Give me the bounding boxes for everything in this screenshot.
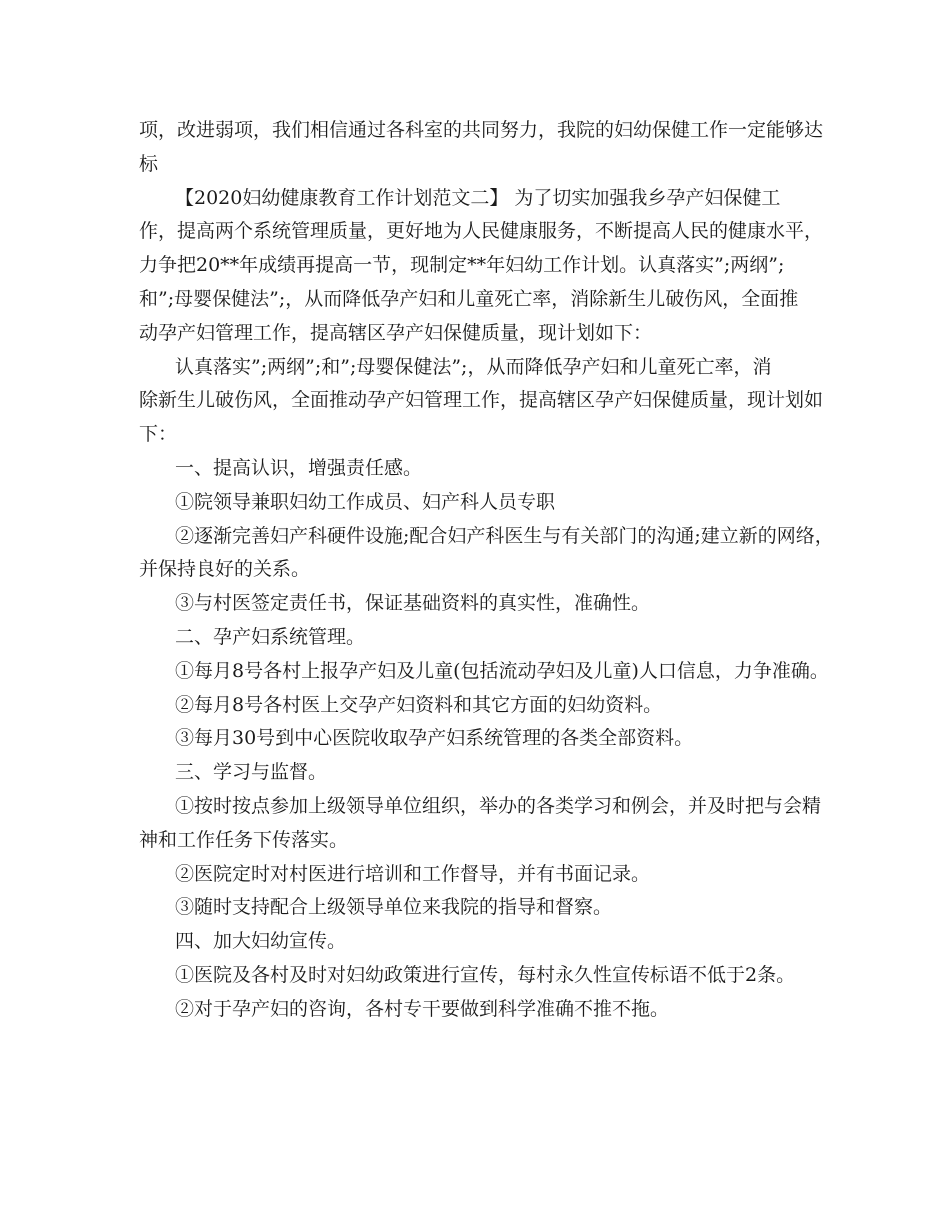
- text-line: 三、学习与监督。: [175, 761, 328, 784]
- text-line: ①医院及各村及时对妇幼政策进行宣传，每村永久性宣传标语不低于2条。: [175, 963, 796, 986]
- text-line: ③与村医签定责任书，保证基础资料的真实性，准确性。: [175, 592, 651, 615]
- text-line: 下：: [139, 423, 178, 446]
- text-line: ①每月8号各村上报孕产妇及儿童(包括流动孕妇及儿童)人口信息，力争准确。: [175, 659, 829, 682]
- text-line: ②医院定时对村医进行培训和工作督导，并有书面记录。: [175, 862, 651, 885]
- text-line: 标: [139, 152, 159, 175]
- text-line: 神和工作任务下传落实。: [139, 828, 349, 851]
- text-line: 和”;母婴保健法”;，从而降低孕产妇和儿童死亡率，消除新生儿破伤风，全面推: [139, 287, 799, 310]
- text-line: 【2020妇幼健康教育工作计划范文二】 为了切实加强我乡孕产妇保健工: [175, 186, 781, 209]
- text-line: 力争把20**年成绩再提高一节，现制定**年妇幼工作计划。认真落实”;两纲”;: [139, 254, 785, 277]
- text-line: 作，提高两个系统管理质量，更好地为人民健康服务，不断提高人民的健康水平，: [139, 220, 824, 243]
- text-line: 二、孕产妇系统管理。: [175, 625, 366, 648]
- text-line: ①院领导兼职妇幼工作成员、妇产科人员专职: [175, 490, 556, 513]
- text-line: 除新生儿破伤风，全面推动孕产妇管理工作，提高辖区孕产妇保健质量，现计划如: [139, 389, 824, 412]
- text-line: 认真落实”;两纲”;和”;母婴保健法”;，从而降低孕产妇和儿童死亡率，消: [175, 355, 772, 378]
- text-line: 并保持良好的关系。: [139, 558, 311, 581]
- text-line: ③随时支持配合上级领导单位来我院的指导和督察。: [175, 896, 613, 919]
- text-line: 项，改进弱项，我们相信通过各科室的共同努力，我院的妇幼保健工作一定能够达: [139, 119, 824, 141]
- text-line: ②对于孕产妇的咨询，各村专干要做到科学准确不推不拖。: [175, 997, 670, 1020]
- text-line: 四、加大妇幼宣传。: [175, 930, 347, 953]
- text-line: 动孕产妇管理工作，提高辖区孕产妇保健质量，现计划如下：: [139, 321, 653, 344]
- text-line: ②每月8号各村医上交孕产妇资料和其它方面的妇幼资料。: [175, 693, 663, 716]
- document-body: [139, 114, 834, 1027]
- text-line: ①按时按点参加上级领导单位组织，举办的各类学习和例会，并及时把与会精: [175, 794, 822, 817]
- text-line: ②逐渐完善妇产科硬件设施;配合妇产科医生与有关部门的沟通;建立新的网络，: [175, 524, 834, 547]
- text-line: 一、提高认识，增强责任感。: [175, 456, 423, 479]
- text-line: ③每月30号到中心医院收取孕产妇系统管理的各类全部资料。: [175, 727, 694, 750]
